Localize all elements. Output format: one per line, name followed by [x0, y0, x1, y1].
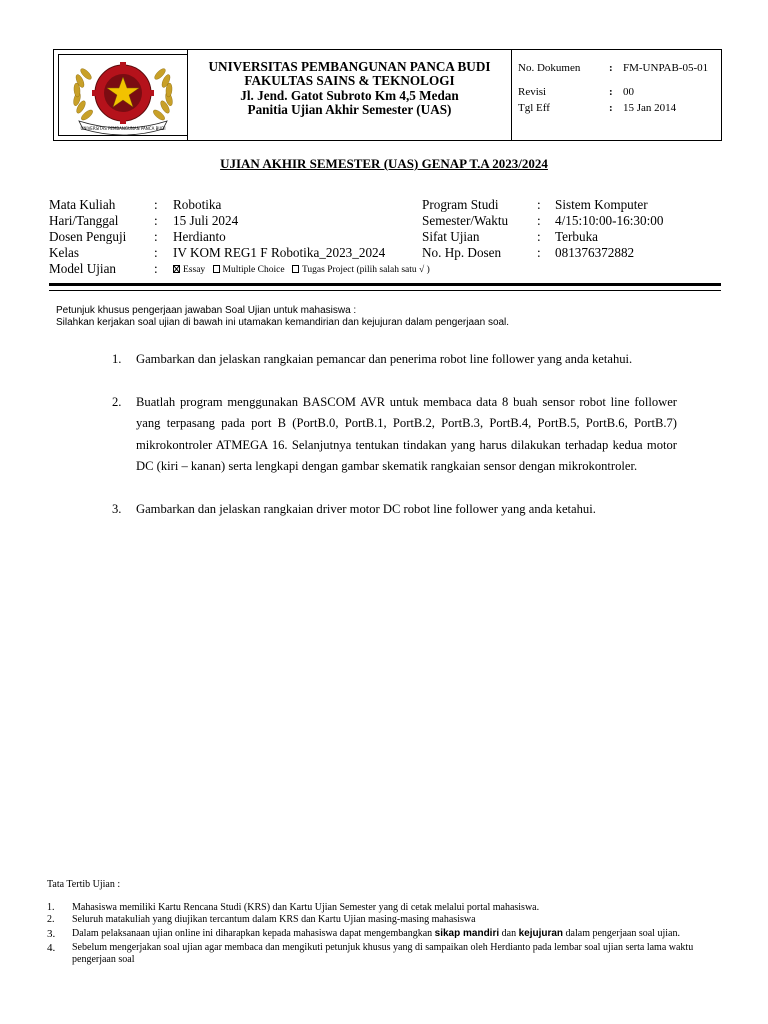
- info-value: Sistem Komputer: [555, 197, 648, 212]
- question-item: [112, 499, 677, 521]
- instructions-line: Petunjuk khusus pengerjaan jawaban Soal Ujian untuk mahasiswa :: [56, 305, 357, 316]
- instructions-line: Silahkan kerjakan soal ujian di bawah ini utamakan kemandirian dan kejujuran dalam pengerjaan soal.: [56, 316, 510, 328]
- rule-emphasis: sikap mandiri: [434, 928, 500, 939]
- info-value: Terbuka: [555, 229, 599, 244]
- question-number: 1.: [112, 352, 122, 366]
- colon: :: [154, 261, 158, 276]
- divider-thin: [49, 290, 721, 291]
- info-row: [49, 229, 709, 245]
- info-value: 081376372882: [555, 245, 635, 260]
- info-label: Semester/Waktu: [422, 213, 509, 228]
- model-row: [49, 261, 709, 277]
- effective-date-label: Tgl Eff: [518, 102, 550, 114]
- info-label: No. Hp. Dosen: [422, 245, 502, 260]
- rule-text: Mahasiswa memiliki Kartu Rencana Studi (KRS) dan Kartu Ujian Semester yang di cetak melalui portal mahasiswa.: [72, 902, 540, 913]
- question-text: Gambarkan dan jelaskan rangkaian driver motor DC robot line follower yang anda ketahui.: [136, 501, 596, 516]
- info-label: Kelas: [49, 245, 80, 260]
- multiple-choice-option-label: Multiple Choice: [222, 265, 285, 275]
- rule-number: 3.: [47, 928, 56, 940]
- colon: :: [537, 197, 541, 212]
- revision-row: [518, 86, 718, 102]
- effective-date-value: 15 Jan 2014: [623, 102, 677, 114]
- rule-text: Seluruh matakuliah yang diujikan tercantum dalam KRS dan Kartu Ujian masing-masing mahasiswa: [72, 914, 476, 925]
- colon: :: [154, 197, 158, 212]
- info-label: Mata Kuliah: [49, 197, 116, 212]
- university-name: UNIVERSITAS PEMBANGUNAN PANCA BUDI: [208, 59, 491, 74]
- special-instructions: [56, 305, 509, 328]
- rule-text: Dalam pelaksanaan ujian online ini diharapkan kepada mahasiswa dapat mengembangkan: [72, 928, 435, 939]
- info-value: Herdianto: [173, 229, 226, 244]
- essay-option-label: Essay: [183, 265, 206, 275]
- document-header: [53, 49, 722, 141]
- exam-info: [49, 197, 709, 277]
- doc-number-row: [518, 62, 718, 86]
- info-value: 4/15:10:00-16:30:00: [555, 213, 664, 228]
- info-value: 15 Juli 2024: [173, 213, 239, 228]
- colon: :: [154, 229, 158, 244]
- essay-checkbox[interactable]: [173, 265, 180, 273]
- committee-name: Panitia Ujian Akhir Semester (UAS): [247, 102, 452, 118]
- document-meta: [518, 62, 718, 114]
- doc-number-value: FM-UNPAB-05-01: [623, 62, 709, 74]
- colon: :: [609, 62, 613, 74]
- rule-number: 1.: [47, 902, 55, 913]
- rule-item: [47, 928, 717, 940]
- revision-value: 00: [623, 86, 634, 98]
- question-item: [112, 392, 677, 478]
- address: Jl. Jend. Gatot Subroto Km 4,5 Medan: [240, 87, 459, 103]
- info-row: [49, 197, 709, 213]
- colon: :: [537, 245, 541, 260]
- info-label: Hari/Tanggal: [49, 213, 119, 228]
- rule-text: dalam pengerjaan soal ujian.: [563, 928, 680, 939]
- project-checkbox[interactable]: [292, 265, 299, 273]
- info-label: Program Studi: [422, 197, 499, 212]
- rule-item: [47, 914, 717, 926]
- effective-date-row: [518, 102, 718, 114]
- model-label: Model Ujian: [49, 261, 117, 276]
- institution-block: [188, 60, 511, 118]
- colon: :: [609, 86, 613, 98]
- question-item: [112, 349, 677, 371]
- colon: :: [537, 229, 541, 244]
- info-row: [49, 245, 709, 261]
- question-number: 2.: [112, 394, 122, 409]
- rule-text: dan: [499, 928, 519, 939]
- question-number: 3.: [112, 501, 122, 516]
- info-label: Sifat Ujian: [422, 229, 480, 244]
- logo-frame: [58, 54, 187, 136]
- multiple-choice-checkbox[interactable]: [213, 265, 220, 273]
- info-value: Robotika: [173, 197, 222, 212]
- info-label: Dosen Penguji: [49, 229, 127, 244]
- colon: :: [154, 213, 158, 228]
- info-row: [49, 213, 709, 229]
- question-text: Gambarkan dan jelaskan rangkaian pemancar dan penerima robot line follower yang anda ketahui.: [136, 352, 633, 366]
- colon: :: [537, 213, 541, 228]
- colon: :: [609, 102, 613, 114]
- rules-list: [47, 902, 717, 966]
- project-option-label: Tugas Project (pilih salah satu √ ): [301, 265, 430, 275]
- model-options: [173, 262, 435, 278]
- faculty-name: FAKULTAS SAINS & TEKNOLOGI: [244, 73, 455, 89]
- rule-number: 4.: [47, 942, 56, 954]
- question-text: Buatlah program menggunakan BASCOM AVR untuk membaca data 8 buah sensor robot line follower yang terpasang pada port B (PortB.0, PortB.1, PortB.2, PortB.3, PortB.4, PortB.5, PortB.6, PortB.7) mikrokontroler ATMEGA 16. Selanjutnya tentukan tindakan yang harus dilakukan terhadap kedua motor DC (kiri – kanan) serta lengkapi dengan gambar skematik rangkaian sensor dengan mikrokontroler.: [136, 394, 677, 473]
- rule-item: [47, 902, 717, 914]
- rule-text: Sebelum mengerjakan soal ujian agar membaca dan mengikuti petunjuk khusus yang di sampaikan oleh Herdianto pada lembar soal ujian serta lama waktu pengerjaan soal: [72, 942, 694, 965]
- colon: :: [154, 245, 158, 260]
- question-list: [112, 349, 677, 520]
- rule-emphasis: kejujuran: [518, 928, 564, 939]
- divider-thick: [49, 283, 721, 286]
- revision-label: Revisi: [518, 86, 547, 98]
- logo-cell: [54, 50, 187, 140]
- rule-item: [47, 942, 717, 966]
- info-value: IV KOM REG1 F Robotika_2023_2024: [173, 245, 386, 260]
- svg-text:UNIVERSITAS PEMBANGUNAN PANCA: UNIVERSITAS PEMBANGUNAN PANCA BUDI: [80, 126, 166, 131]
- header-divider: [511, 50, 512, 140]
- rules-title: Tata Tertib Ujian :: [47, 879, 121, 890]
- rule-number: 2.: [47, 914, 55, 925]
- university-logo: [59, 55, 187, 137]
- doc-number-label: No. Dokumen: [518, 62, 581, 74]
- exam-title: UJIAN AKHIR SEMESTER (UAS) GENAP T.A 2023/2024: [220, 156, 548, 171]
